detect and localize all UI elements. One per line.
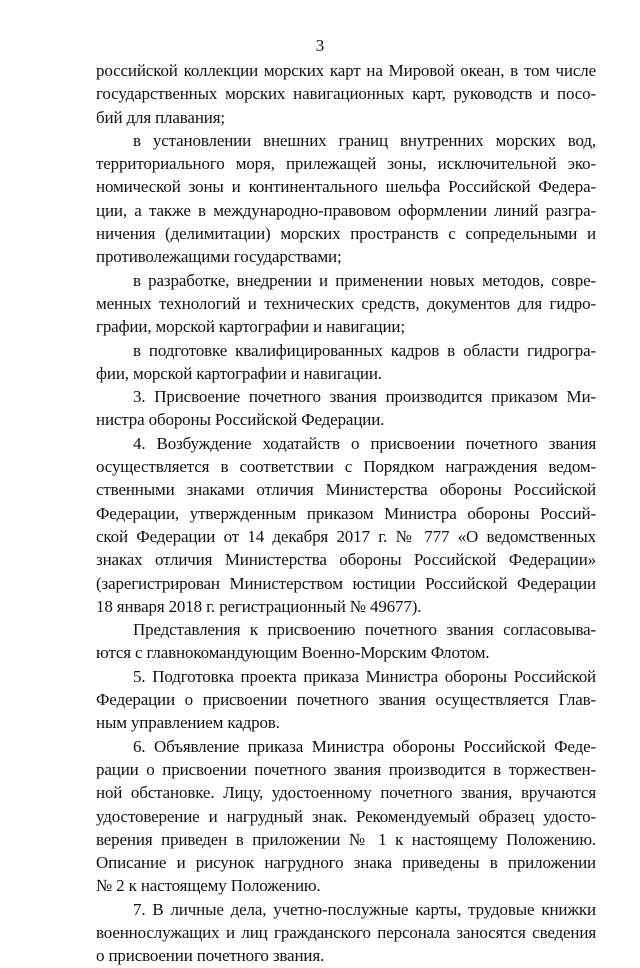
text-line: 5. Подготовка проекта приказа Министра обороны Российской [133,666,596,686]
text-line: Представления к присвоению почетного звания согласовыва- [133,620,596,640]
text-line: 4. Возбуждение ходатайств о присвоении почетного звания [133,433,596,453]
text-line: государственных морских навигационных карт, руководств и посо- [96,84,596,104]
text-line: 7. В личные дела, учетно-послужные карты, трудовые книжки [133,899,596,919]
text-line: менных технологий и технических средств, документов для гидро- [96,293,596,313]
text-line: знаках отличия Министерства обороны Российской Федерации» [96,550,596,570]
paragraph [96,898,596,968]
text-line: противолежащими государствами; [96,247,342,267]
text-line: о присвоении почетного звания. [96,946,325,966]
paragraph [96,618,596,665]
text-line: военнослужащих и лиц гражданского персонала заносятся сведения [96,922,596,942]
text-line: российской коллекции морских карт на Мировой океан, в том числе [96,61,596,80]
text-line: верения приведен в приложении № 1 к настоящему Положению. [96,829,596,849]
document-body [96,59,596,968]
paragraph [96,59,596,129]
text-line: Описание и рисунок нагрудного знака приведены в приложении [96,853,596,873]
text-line: ной обстановке. Лицу, удостоенному почетного звания, вручаются [96,783,596,803]
page-number: 3 [315,36,325,55]
text-line: осуществляется в соответствии с Порядком награждения ведом- [96,457,596,477]
text-line: ской Федерации от 14 декабря 2017 г. № 777 «О ведомственных [96,526,596,546]
text-line: (зарегистрирован Министерством юстиции Российской Федерации [96,573,596,593]
text-line: ции, а также в международно-правовом оформлении линий разгра- [96,200,596,220]
text-line: ются с главнокомандующим Военно-Морским Флотом. [96,643,490,663]
text-line: ным управлением кадров. [96,713,280,733]
text-line: в разработке, внедрении и применении новых методов, совре- [133,270,596,290]
text-line: ничения (делимитации) морских пространств с сопредельными и [96,224,596,244]
text-line: № 2 к настоящему Положению. [96,876,321,896]
text-line: Федерации о присвоении почетного звания осуществляется Глав- [96,690,596,710]
paragraph [96,432,596,618]
text-line: территориального моря, прилежащей зоны, исключительной эко- [96,154,596,174]
text-line: Федерации, утвержденным приказом Министра обороны Россий- [96,503,596,523]
paragraph [96,269,596,339]
text-line: рации о присвоении почетного звания производится в торжествен- [96,759,596,779]
text-line: 3. Присвоение почетного звания производится приказом Ми- [133,387,596,407]
paragraph [96,339,596,386]
paragraph [96,665,596,735]
text-line: нистра обороны Российской Федерации. [96,410,385,430]
text-line: 18 января 2018 г. регистрационный № 49677). [96,596,422,616]
paragraph [96,735,596,898]
text-line: в установлении внешних границ внутренних морских вод, [133,130,596,150]
paragraph [96,129,596,269]
text-line: графии, морской картографии и навигации; [96,317,405,337]
text-line: 6. Объявление приказа Министра обороны Российской Феде- [133,736,596,756]
text-line: удостоверение и нагрудный знак. Рекомендуемый образец удосто- [96,806,596,826]
text-line: в подготовке квалифицированных кадров в области гидрогра- [133,340,596,360]
paragraph [96,385,596,432]
text-line: бий для плавания; [96,107,225,127]
text-line: фии, морской картографии и навигации. [96,363,382,383]
text-line: номической зоны и континентального шельфа Российской Федера- [96,177,596,197]
text-line: ственными знаками отличия Министерства обороны Российской [96,480,596,500]
